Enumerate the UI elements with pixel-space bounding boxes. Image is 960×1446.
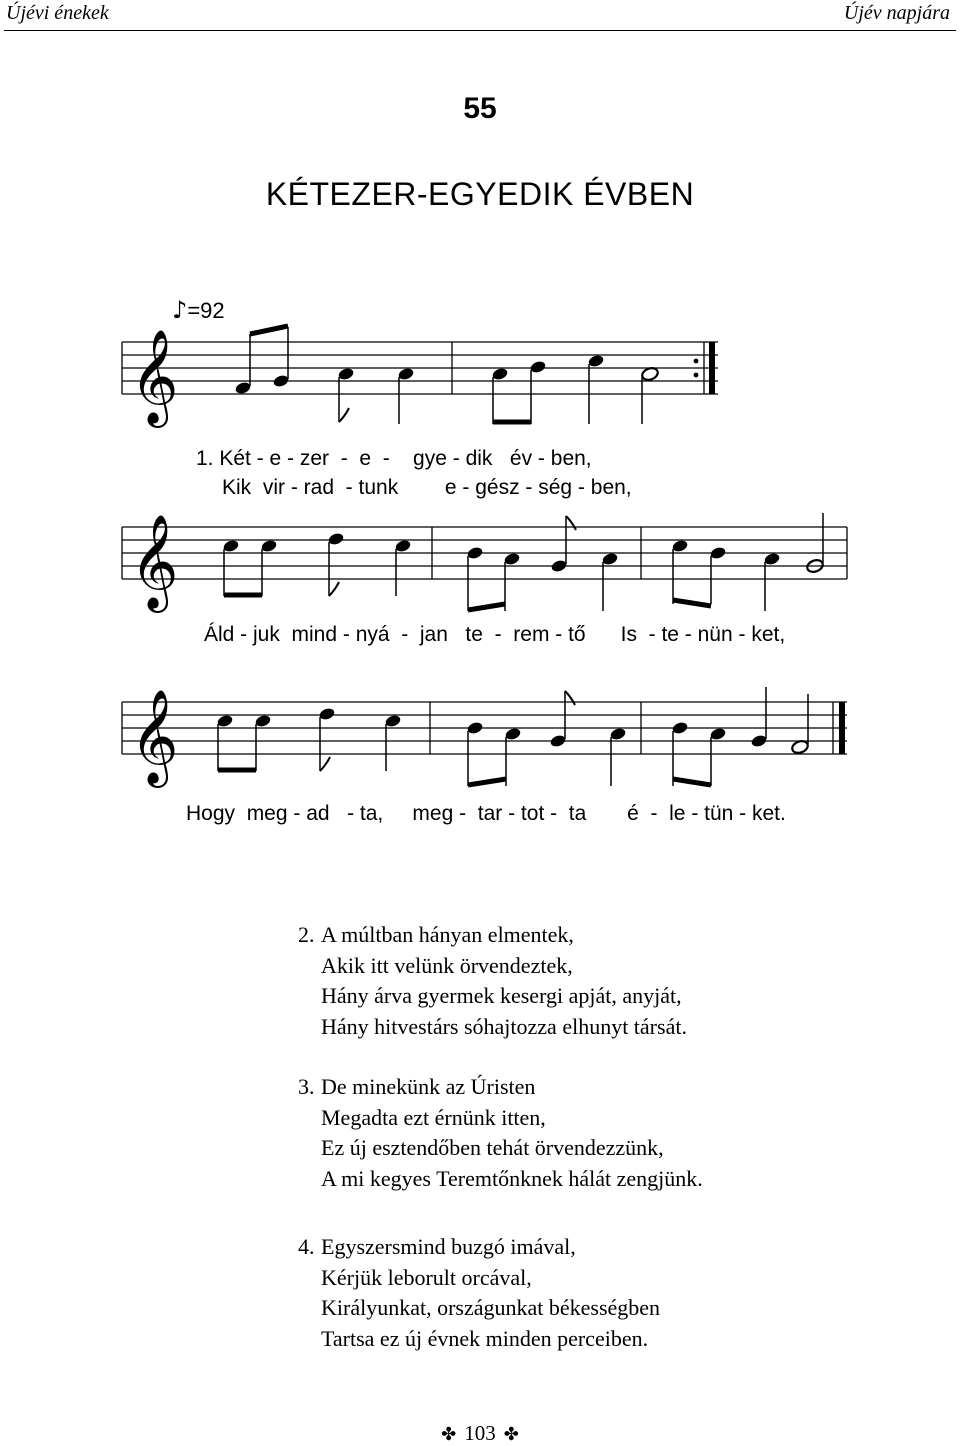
header-right: Újév napjára: [843, 2, 950, 24]
stanza-number: 2.: [298, 922, 315, 947]
stanza-3: [298, 1072, 703, 1194]
stanza-line: Ez új esztendőben tehát örvendezzünk,: [321, 1135, 664, 1160]
stanza-line: 2. A múltban hányan elmentek,: [298, 920, 687, 951]
stanza-line: Hány hitvestárs sóhajtozza elhunyt társát.: [321, 1013, 687, 1039]
stanza-4: [298, 1232, 660, 1354]
ornament-icon: ✤: [503, 1424, 519, 1445]
hymn-number: 55: [463, 92, 497, 125]
stanza-line: 4. Egyszersmind buzgó imával,: [298, 1232, 660, 1263]
lyric-line-2: Kik vir - rad - tunk e - gész - ség - ben,: [222, 476, 632, 499]
stanza-line: A mi kegyes Teremtőnknek hálát zengjünk.: [321, 1165, 703, 1191]
svg-text:𝄞: 𝄞: [130, 329, 179, 424]
svg-text:𝄞: 𝄞: [130, 689, 179, 784]
svg-text:𝄞: 𝄞: [130, 514, 179, 609]
stanza-line: Kérjük leborult orcával,: [321, 1264, 532, 1290]
music-staff-1: [0, 320, 960, 440]
stanza-line: Akik itt velünk örvendeztek,: [321, 952, 573, 978]
ornament-icon: ✤: [441, 1424, 457, 1445]
lyric-line-3: Áld - juk mind - nyá - jan te - rem - tő Is - te - nün - ket,: [204, 623, 786, 646]
lyric-line-1: 1. Két - e - zer - e - gye - dik év - ben,: [196, 447, 592, 470]
stanza-line: Királyunkat, országunkat békességben: [321, 1295, 661, 1320]
stanza-line: 3. De minekünk az Úristen: [298, 1072, 703, 1103]
hymn-title: KÉTEZER-EGYEDIK ÉVBEN: [265, 176, 695, 212]
lyric-line-4: Hogy meg - ad - ta, meg - tar - tot - ta é - le - tün - ket.: [186, 802, 786, 825]
stanza-line: Tartsa ez új évnek minden perceiben.: [321, 1325, 649, 1351]
page-footer: [0, 1421, 960, 1446]
music-staff-3: [0, 680, 960, 800]
music-staff-2: [0, 505, 960, 625]
stanza-line: Megadta ezt érnünk itten,: [321, 1104, 546, 1130]
page-number: 103: [464, 1421, 496, 1445]
header-left: Újévi énekek: [6, 2, 109, 24]
header-rule: [4, 30, 956, 31]
tempo-value: =92: [187, 298, 225, 323]
stanza-number: 3.: [298, 1074, 315, 1099]
stanza-2: [298, 920, 687, 1042]
stanza-number: 4.: [298, 1234, 315, 1259]
stanza-line: Hány árva gyermek kesergi apját, anyját,: [321, 983, 682, 1008]
eighth-note-icon: ♪: [172, 296, 188, 324]
